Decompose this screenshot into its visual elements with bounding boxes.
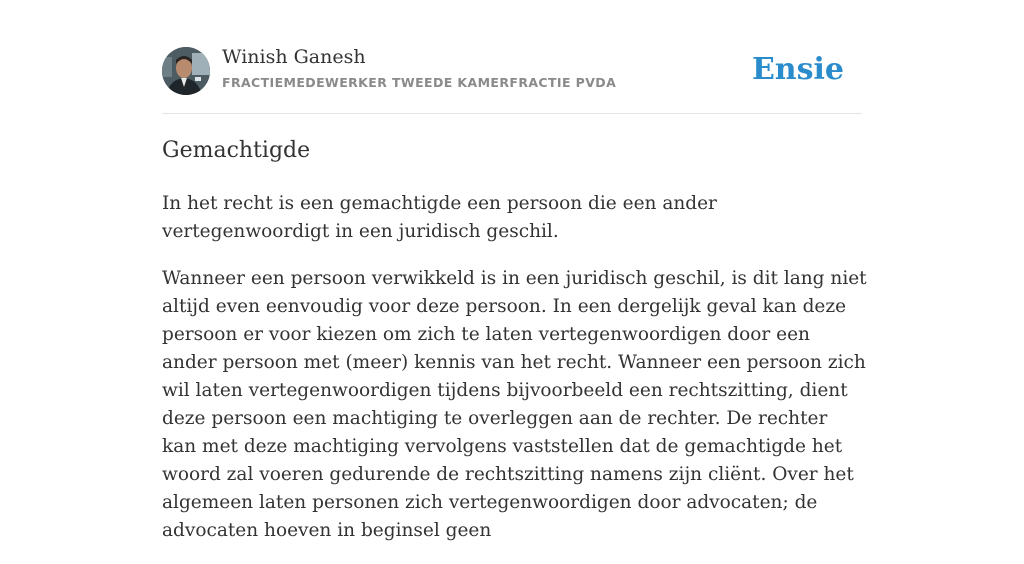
article-page [162,0,867,541]
article-paragraph: In het recht is een gemachtigde een persoon die een ander vertegenwoordigt in een juridisch geschil. [162,193,717,242]
avatar-portrait-icon [162,47,210,95]
article-title: Gemachtigde [162,138,311,163]
article-header [162,0,862,114]
article-paragraph: Wanneer een persoon verwikkeld is in een juridisch geschil, is dit lang niet altijd even eenvoudig voor deze persoon. In een dergelijk geval kan deze persoon er voor kiezen om zich te laten vertegenwoordigen door een ander persoon met (meer) kennis van het recht. Wanneer een persoon zich wil laten vertegenwoordigen tijdens bijvoorbeeld een rechtszitting, dient deze persoon een machtiging te overleggen aan de rechter. De rechter kan met deze machtiging vervolgens vaststellen dat de gemachtigde het woord zal voeren gedurende de rechtszitting namens zijn cliënt. Over het algemeen laten personen zich vertegenwoordigen door advocaten; de advocaten hoeven in beginsel geen [162,268,867,541]
ensie-logo[interactable]: Ensie [751,52,844,87]
author-avatar[interactable] [162,47,210,95]
author-name[interactable]: Winish Ganesh [222,46,366,68]
article-body [162,190,867,564]
author-role: FRACTIEMEDEWERKER TWEEDE KAMERFRACTIE PVDA [222,75,617,90]
